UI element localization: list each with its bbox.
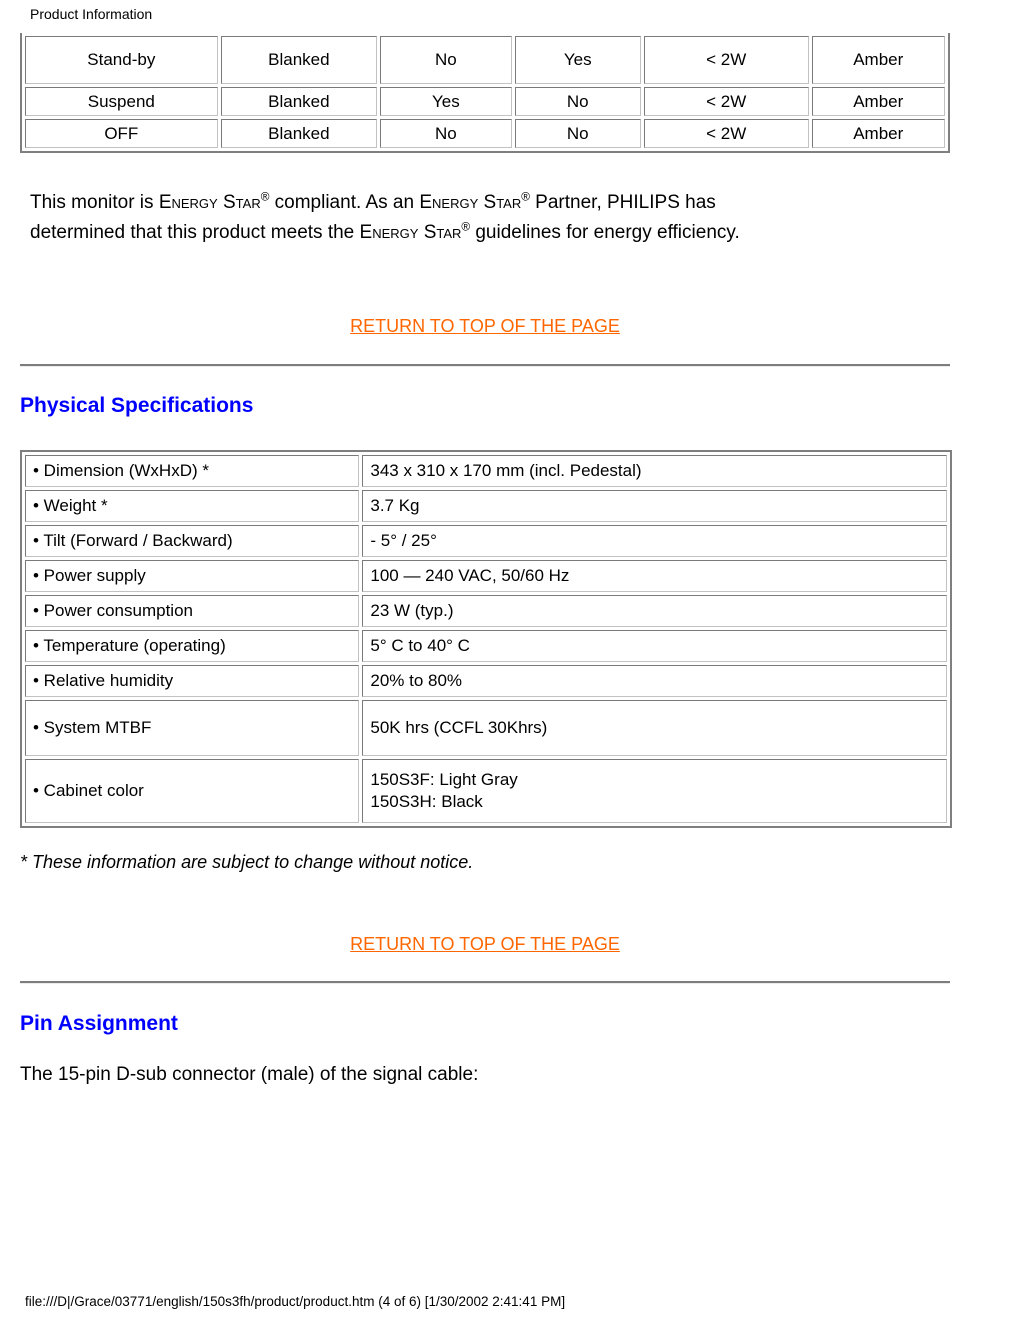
return-to-top-link[interactable]: RETURN TO TOP OF THE PAGE: [350, 316, 620, 336]
table-row: [25, 595, 947, 627]
spec-value-cell: 3.7 Kg: [362, 490, 947, 522]
energy-star-paragraph: This monitor is Energy Star® compliant. As an Energy Star® Partner, PHILIPS has determined that this product meets the Energy Star® guidelines for energy efficiency.: [30, 190, 740, 243]
spec-value-cell: 50K hrs (CCFL 30Khrs): [362, 700, 947, 756]
table-cell: Blanked: [221, 119, 378, 148]
spec-value-cell: 5° C to 40° C: [362, 630, 947, 662]
table-cell: Blanked: [221, 36, 378, 84]
horizontal-divider: [20, 981, 950, 984]
table-row: [25, 665, 947, 697]
spec-label-cell: • Power supply: [25, 560, 359, 592]
cabinet-color-line1: 150S3F: Light Gray: [370, 770, 518, 789]
table-row: [25, 630, 947, 662]
table-cell: No: [380, 36, 511, 84]
table-cell: No: [380, 119, 511, 148]
spec-label-cell: • Cabinet color: [25, 759, 359, 823]
return-link-wrapper: [10, 934, 960, 955]
physical-specs-table: [20, 450, 952, 828]
change-notice-text: * These information are subject to change without notice.: [20, 852, 474, 872]
table-row: [25, 119, 945, 148]
table-cell: Amber: [812, 36, 946, 84]
table-cell: No: [515, 87, 641, 116]
table-cell: Stand-by: [25, 36, 218, 84]
table-row: [25, 700, 947, 756]
spec-value-cell: [362, 759, 947, 823]
cabinet-color-line2: 150S3H: Black: [370, 792, 483, 811]
table-cell: Blanked: [221, 87, 378, 116]
table-cell: < 2W: [644, 36, 809, 84]
table-cell: Yes: [380, 87, 511, 116]
spec-value-cell: 343 x 310 x 170 mm (incl. Pedestal): [362, 455, 947, 487]
spec-label-cell: • Dimension (WxHxD) *: [25, 455, 359, 487]
table-cell: Yes: [515, 36, 641, 84]
spec-label-cell: • Relative humidity: [25, 665, 359, 697]
spec-value-cell: 23 W (typ.): [362, 595, 947, 627]
table-cell: Suspend: [25, 87, 218, 116]
table-row: [25, 560, 947, 592]
table-cell: No: [515, 119, 641, 148]
page-footer-path: file:///D|/Grace/03771/english/150s3fh/product/product.htm (4 of 6) [1/30/2002 2:41:41 PM]: [25, 1294, 566, 1309]
table-cell: < 2W: [644, 119, 809, 148]
table-cell: OFF: [25, 119, 218, 148]
spec-label-cell: • Weight *: [25, 490, 359, 522]
table-cell: < 2W: [644, 87, 809, 116]
table-row: [25, 490, 947, 522]
table-row: [25, 36, 945, 84]
spec-label-cell: • Power consumption: [25, 595, 359, 627]
table-row: [25, 455, 947, 487]
spec-label-cell: • Tilt (Forward / Backward): [25, 525, 359, 557]
horizontal-divider: [20, 364, 950, 367]
table-row: [25, 525, 947, 557]
table-row: [25, 759, 947, 823]
return-to-top-link[interactable]: RETURN TO TOP OF THE PAGE: [350, 934, 620, 954]
return-link-wrapper: [10, 316, 960, 337]
page-header-label: Product Information: [30, 6, 153, 22]
spec-value-cell: 100 — 240 VAC, 50/60 Hz: [362, 560, 947, 592]
pin-assignment-heading: Pin Assignment: [20, 1012, 178, 1035]
physical-specifications-heading: Physical Specifications: [20, 394, 254, 417]
table-cell: Amber: [812, 87, 946, 116]
spec-label-cell: • System MTBF: [25, 700, 359, 756]
spec-value-cell: - 5° / 25°: [362, 525, 947, 557]
spec-label-cell: • Temperature (operating): [25, 630, 359, 662]
power-status-table: [20, 33, 950, 153]
table-row: [25, 87, 945, 116]
pin-assignment-text: The 15-pin D-sub connector (male) of the signal cable:: [20, 1064, 479, 1085]
table-cell: Amber: [812, 119, 946, 148]
spec-value-cell: 20% to 80%: [362, 665, 947, 697]
